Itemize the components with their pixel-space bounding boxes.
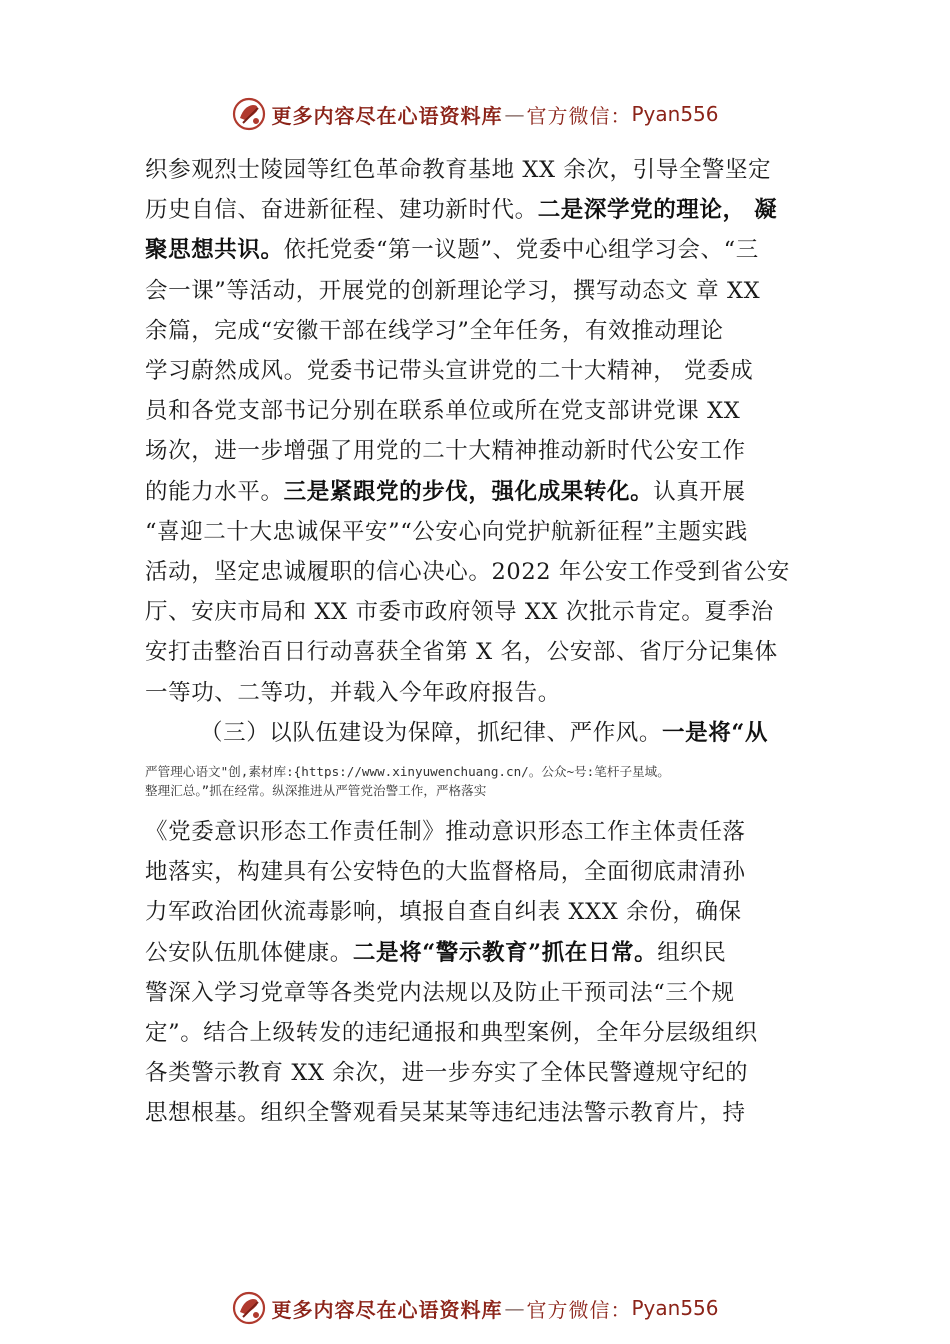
text-line	[145, 391, 835, 431]
bold-heading-text: 一是将“从	[662, 719, 768, 746]
banner-account: Pyan556	[631, 102, 719, 126]
text-line	[145, 933, 835, 973]
body-text-run: 各类警示教育 XX 余次，进一步夯实了全体民警遵规守纪的	[145, 1060, 749, 1087]
body-text-run: 公安队伍肌体健康。	[145, 939, 353, 966]
body-text-run: 力军政治团伙流毒影响，填报自查自纠表 XXX 余份，确保	[145, 899, 742, 926]
banner-brand: 更多内容尽在心语资料库	[271, 103, 503, 128]
body-text-run: 《党委意识形态工作责任制》推动意识形态工作主体责任落	[145, 819, 746, 845]
text-line	[145, 311, 835, 351]
bold-heading-text: 二是将“警示教育”抓在日常。	[352, 939, 658, 966]
body-text-run: 余篇，完成“安徽干部在线学习”全年任务，有效推动理论	[145, 317, 724, 344]
body-text-run: “喜迎二十大忠诚保平安”“公安心向党护航新征程”主题实践	[145, 518, 748, 545]
text-line	[145, 472, 835, 512]
xinyu-logo-icon	[231, 96, 267, 132]
banner-wechat-label: 官方微信：	[526, 103, 632, 128]
body-text-run: 活动，坚定忠诚履职的信心决心。2022 年公安工作受到省公安	[145, 559, 790, 586]
banner-separator: —	[504, 1296, 525, 1320]
body-text-run: 场次，进一步增强了用党的二十大精神推动新时代公安工作	[145, 438, 746, 465]
xinyu-logo-icon	[231, 1290, 267, 1326]
text-line	[145, 1093, 835, 1133]
body-text-block-2	[145, 812, 835, 1134]
text-line	[145, 852, 835, 892]
text-line	[145, 592, 835, 632]
text-line	[145, 431, 835, 471]
text-line	[145, 552, 835, 592]
body-text-run: 织参观烈士陵园等红色革命教育基地 XX 余次，引导全警坚定	[145, 157, 772, 183]
banner-account: Pyan556	[631, 1296, 719, 1320]
body-text-run: 警深入学习党章等各类党内法规以及防止干预司法“三个规	[145, 979, 735, 1006]
body-text-run: 认真开展	[653, 478, 746, 505]
banner-wechat-label: 官方微信：	[526, 1297, 632, 1322]
text-line	[145, 632, 835, 672]
text-line	[145, 271, 835, 311]
text-line	[145, 812, 835, 852]
body-text-run: 定”。结合上级转发的违纪通报和典型案例，全年分层级组织	[145, 1020, 758, 1047]
body-text-run: 学习蔚然成风。党委书记带头宣讲党的二十大精神， 党委成	[145, 358, 754, 385]
body-text-run: 一等功、二等功，并载入今年政府报告。	[145, 679, 561, 706]
text-line	[145, 230, 835, 270]
text-line	[145, 512, 835, 552]
body-text-run: 历史自信、奋进新征程、建功新时代。	[145, 197, 538, 224]
note-line: 严管理心语文"创,素材库:{https://www.xinyuwenchuang.cn/。公众~号:笔杆子星域。	[145, 764, 670, 779]
body-text-run: （三）以队伍建设为保障，抓纪律、严作风。	[200, 719, 663, 746]
header-banner	[0, 92, 950, 136]
text-line	[145, 1013, 835, 1053]
source-note	[145, 762, 845, 800]
text-line	[145, 713, 835, 753]
body-text-run: 会一课”等活动，开展党的创新理论学习，撰写动态文 章 XX	[145, 277, 761, 304]
text-line	[145, 351, 835, 391]
body-text-run: 思想根基。组织全警观看吴某某等违纪违法警示教育片，持	[145, 1100, 746, 1127]
body-text-run: 厅、安庆市局和 XX 市委市政府领导 XX 次批示肯定。夏季治	[145, 599, 774, 626]
banner-separator: —	[504, 102, 525, 126]
text-line	[145, 150, 835, 190]
bold-heading-text: 三是紧跟党的步伐，强化成果转化。	[283, 478, 654, 505]
text-line	[145, 973, 835, 1013]
body-text-run: 依托党委“第一议题”、党委中心组学习会、“三	[283, 237, 759, 264]
body-text-run: 安打击整治百日行动喜获全省第 X 名，公安部、省厅分记集体	[145, 639, 778, 666]
body-text-run: 的能力水平。	[145, 478, 284, 505]
footer-banner	[0, 1286, 950, 1330]
body-text-run: 地落实，构建具有公安特色的大监督格局，全面彻底肃清孙	[145, 859, 746, 886]
text-line	[145, 892, 835, 932]
bold-heading-text: 聚思想共识。	[145, 237, 284, 264]
body-text-block-1	[145, 150, 835, 753]
text-line	[145, 1053, 835, 1093]
bold-heading-text: 二是深学党的理论， 凝	[537, 197, 778, 224]
body-text-run: 员和各党支部书记分别在联系单位或所在党支部讲党课 XX	[145, 398, 741, 425]
note-line: 整理汇总。”抓在经常。纵深推进从严管党治警工作，严格落实	[145, 783, 487, 798]
text-line	[145, 190, 835, 230]
banner-brand: 更多内容尽在心语资料库	[271, 1297, 503, 1322]
text-line	[145, 673, 835, 713]
body-text-run: 组织民	[657, 939, 727, 966]
